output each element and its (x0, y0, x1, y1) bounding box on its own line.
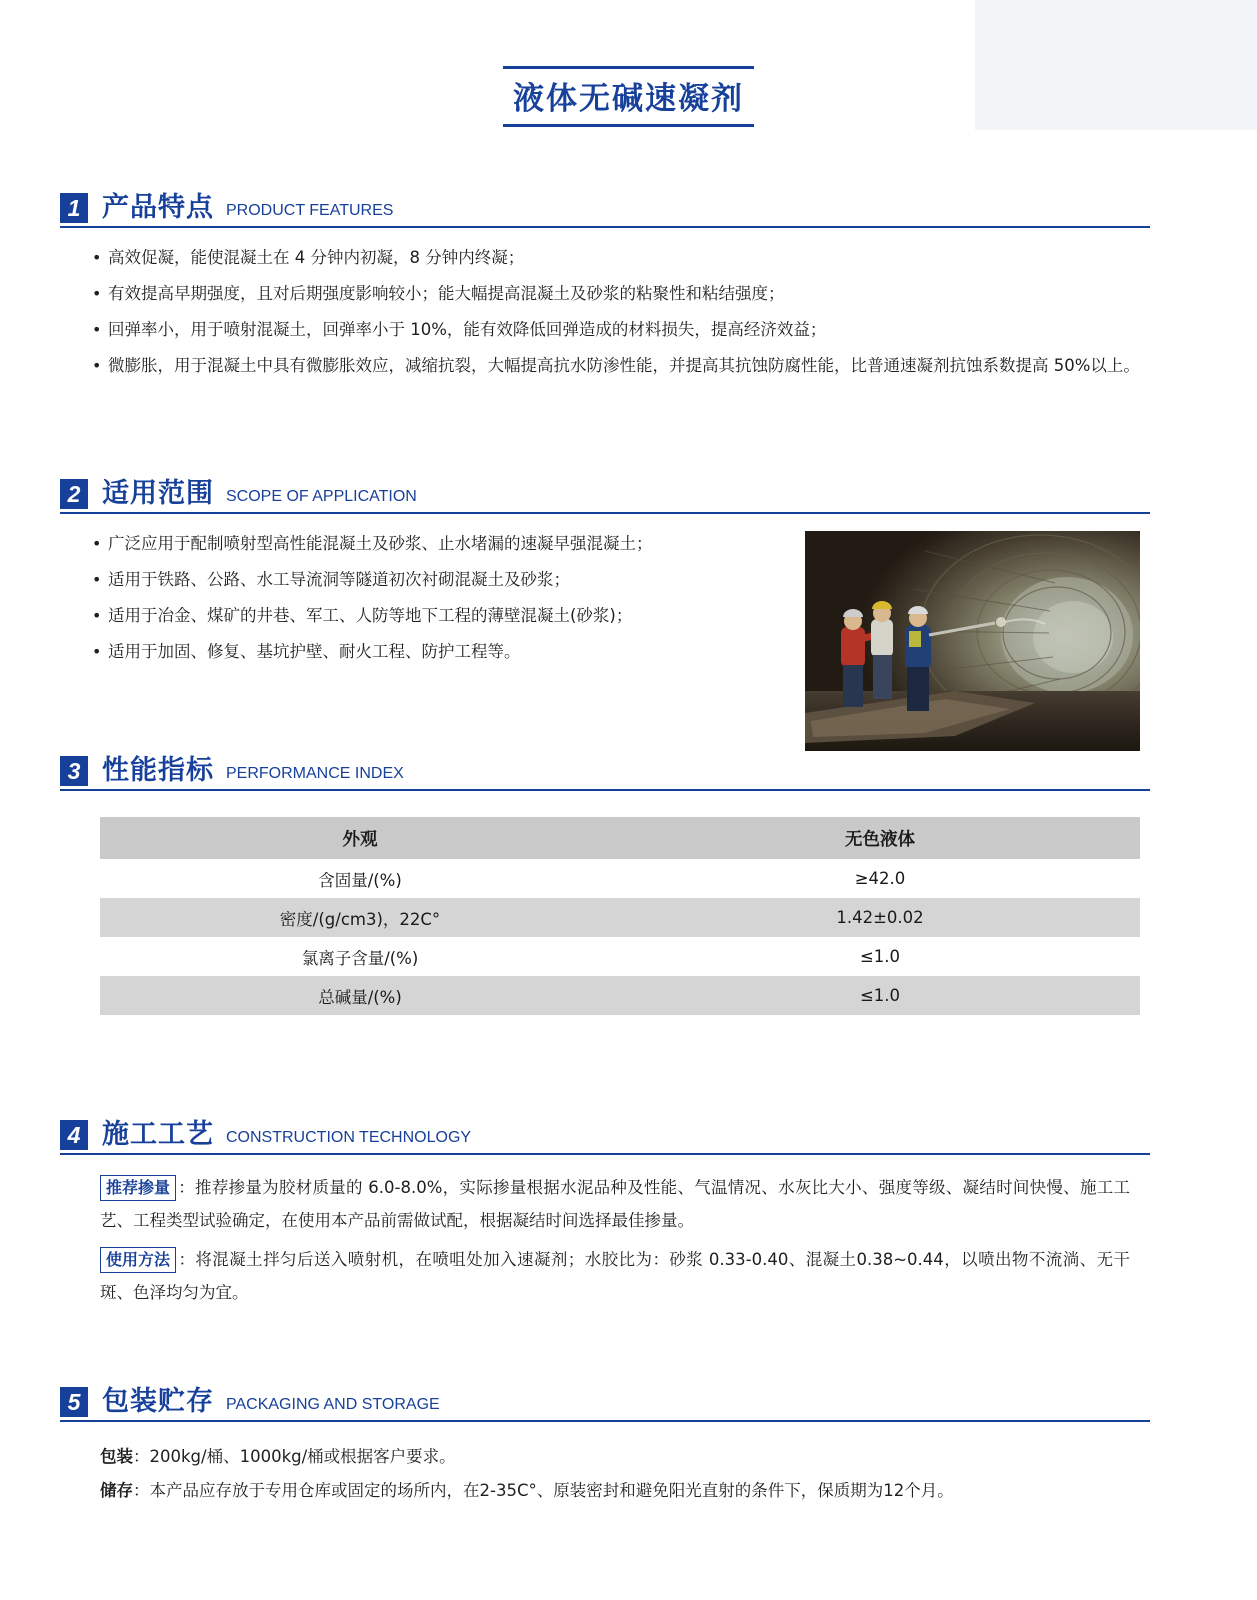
list-item: • 广泛应用于配制喷射型高性能混凝土及砂浆、止水堵漏的速凝早强混凝土； (108, 528, 808, 560)
section-title-en: SCOPE OF APPLICATION (226, 488, 417, 505)
page-title: 液体无碱速凝剂 (503, 66, 754, 127)
section-product-features (60, 193, 1150, 385)
table-row (100, 859, 1140, 898)
section-performance-index (60, 756, 1150, 1015)
list-item: • 微膨胀，用于混凝土中具有微膨胀效应，减缩抗裂，大幅提高抗水防渗性能，并提高其抗蚀防腐性能，比普通速凝剂抗蚀系数提高 50%以上。 (108, 350, 1150, 381)
table-cell-name: 含固量/(%) (100, 859, 620, 898)
dosage-tag: 推荐掺量 (100, 1175, 176, 1201)
usage-text: ：将混凝土拌匀后送入喷射机，在喷咀处加入速凝剂；水胶比为：砂浆 0.33-0.40、混凝土0.38~0.44，以喷出物不流淌、无干斑、色泽均匀为宜。 (100, 1250, 1130, 1302)
section-header (60, 193, 1150, 228)
tunnel-shotcrete-photo (805, 531, 1140, 751)
section-number: 3 (60, 756, 88, 786)
table-row (100, 898, 1140, 937)
dosage-paragraph (100, 1171, 1130, 1237)
usage-paragraph (100, 1243, 1130, 1309)
list-item: • 高效促凝，能使混凝土在 4 分钟内初凝，8 分钟内终凝； (108, 242, 1150, 274)
feature-list (60, 242, 1150, 381)
table-cell-value: 无色液体 (620, 817, 1140, 859)
list-item: • 回弹率小，用于喷射混凝土，回弹率小于 10%，能有效降低回弹造成的材料损失，提高经济效益； (108, 314, 1150, 346)
table-cell-value: ≤1.0 (620, 937, 1140, 976)
storage-value: ：本产品应存放于专用仓库或固定的场所内，在2-35C°、原装密封和避免阳光直射的条件下，保质期为12个月。 (133, 1481, 954, 1500)
packaging-line (100, 1440, 1150, 1474)
section-header (60, 1387, 1150, 1422)
section-title-cn: 施工工艺 (102, 1119, 214, 1150)
section-number: 4 (60, 1120, 88, 1150)
section-title-en: PERFORMANCE INDEX (226, 765, 404, 782)
section-number: 5 (60, 1387, 88, 1417)
table-cell-value: ≥42.0 (620, 859, 1140, 898)
table-cell-name: 氯离子含量/(%) (100, 937, 620, 976)
list-item: • 适用于冶金、煤矿的井巷、军工、人防等地下工程的薄壁混凝土(砂浆)； (108, 600, 808, 632)
page-title-wrap (0, 66, 1257, 127)
table-cell-value: 1.42±0.02 (620, 898, 1140, 937)
list-item: • 适用于加固、修复、基坑护壁、耐火工程、防护工程等。 (108, 636, 808, 668)
dosage-text: ：推荐掺量为胶材质量的 6.0-8.0%，实际掺量根据水泥品种及性能、气温情况、水灰比大小、强度等级、凝结时间快慢、施工工艺、工程类型试验确定，在使用本产品前需做试配，根据凝结时间选择最佳掺量。 (100, 1178, 1130, 1230)
usage-tag: 使用方法 (100, 1247, 176, 1273)
storage-line (100, 1474, 1150, 1508)
table-row (100, 937, 1140, 976)
packaging-value: ：200kg/桶、1000kg/桶或根据客户要求。 (133, 1447, 456, 1466)
section-construction-technology (60, 1120, 1150, 1309)
packaging-key: 包装 (100, 1447, 133, 1466)
section-title-cn: 包装贮存 (102, 1386, 214, 1417)
section-title-en: PACKAGING AND STORAGE (226, 1396, 440, 1413)
section-packaging-and-storage (60, 1387, 1150, 1508)
list-item: • 有效提高早期强度，且对后期强度影响较小；能大幅提高混凝土及砂浆的粘聚性和粘结强度； (108, 278, 1150, 310)
scope-list (60, 528, 808, 668)
storage-key: 储存 (100, 1481, 133, 1500)
list-item: • 适用于铁路、公路、水工导流洞等隧道初次衬砌混凝土及砂浆； (108, 564, 808, 596)
table-row (100, 817, 1140, 859)
table-cell-name: 总碱量/(%) (100, 976, 620, 1015)
section-header (60, 756, 1150, 791)
section-title-cn: 适用范围 (102, 478, 214, 509)
section-title-en: CONSTRUCTION TECHNOLOGY (226, 1129, 472, 1146)
section-header (60, 1120, 1150, 1155)
section-title-cn: 产品特点 (102, 192, 214, 223)
table-cell-name: 外观 (100, 817, 620, 859)
section-number: 1 (60, 193, 88, 223)
section-title-cn: 性能指标 (102, 755, 214, 786)
section-number: 2 (60, 479, 88, 509)
table-row (100, 976, 1140, 1015)
performance-table (100, 817, 1140, 1015)
section-title-en: PRODUCT FEATURES (226, 202, 394, 219)
section-header (60, 479, 1150, 514)
table-cell-value: ≤1.0 (620, 976, 1140, 1015)
table-cell-name: 密度/(g/cm3)，22C° (100, 898, 620, 937)
